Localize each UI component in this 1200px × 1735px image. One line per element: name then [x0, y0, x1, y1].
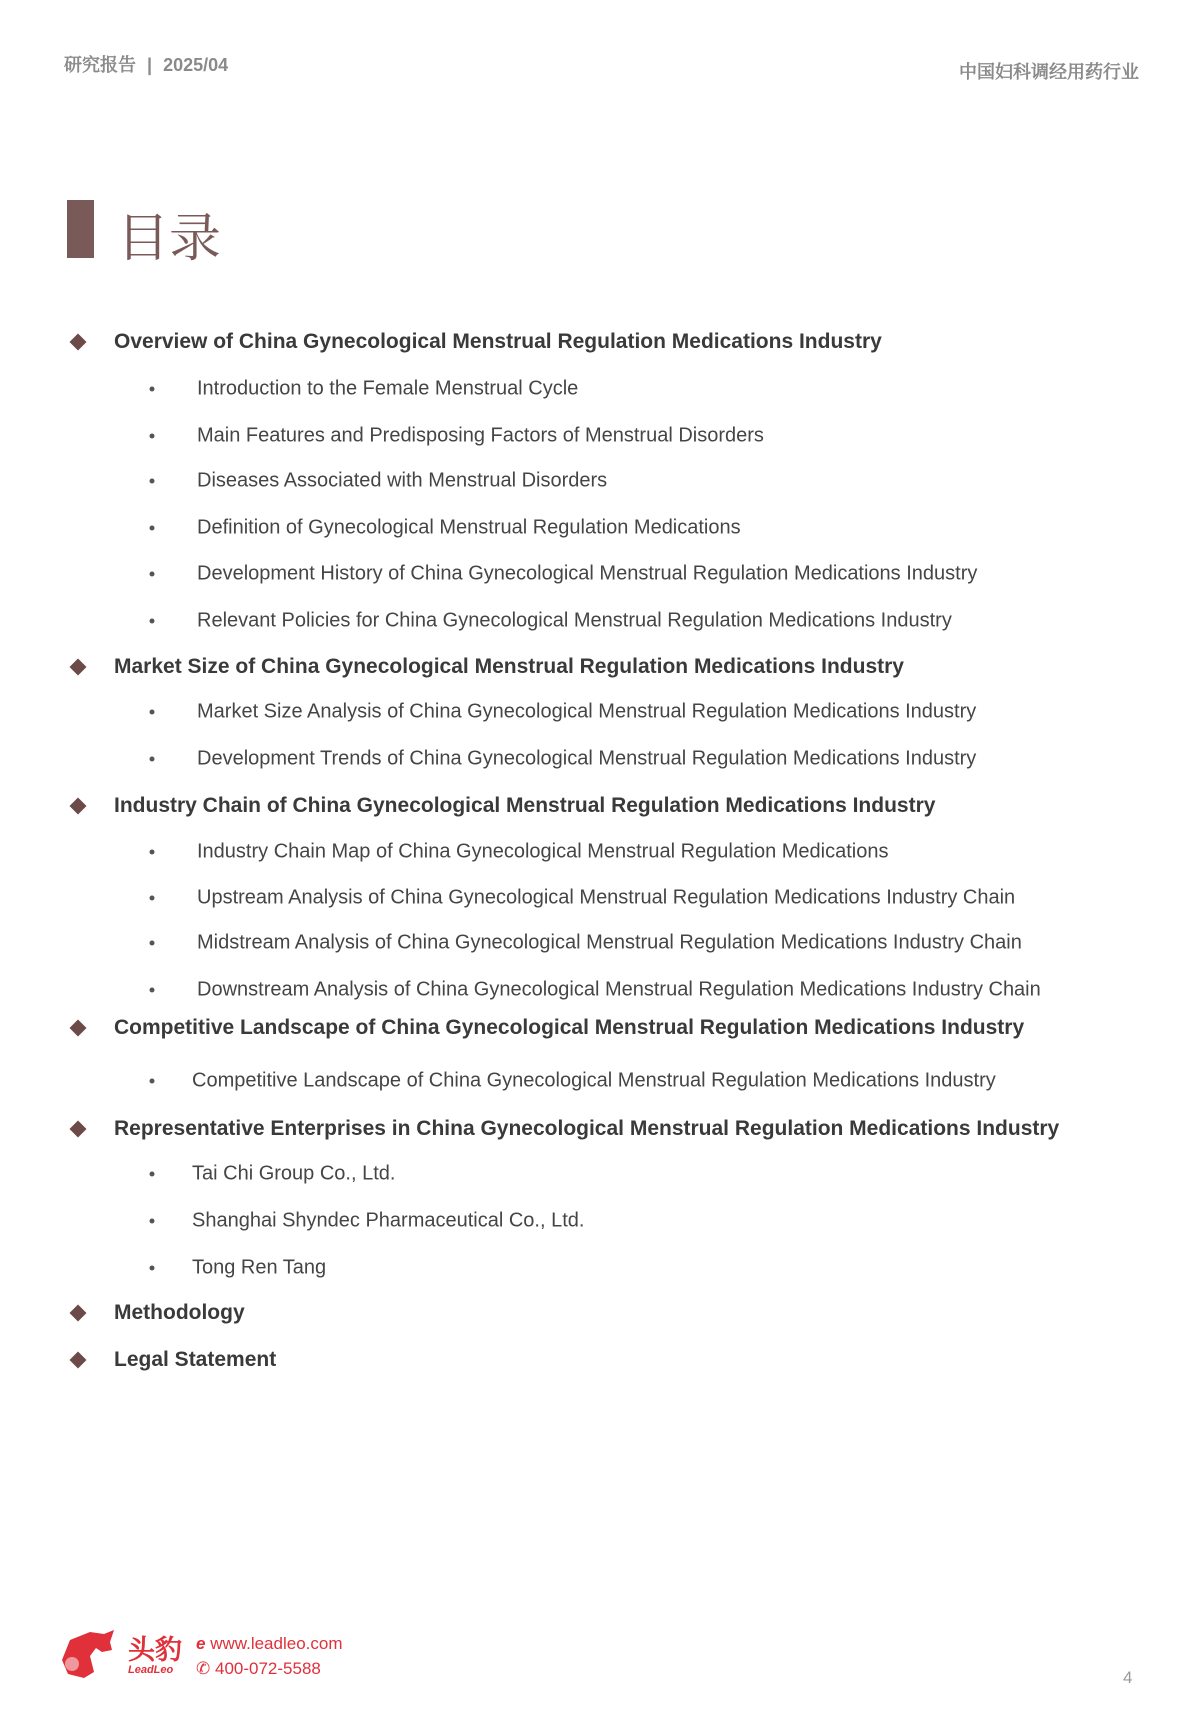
website[interactable]: [196, 1634, 342, 1654]
dot-bullet-icon: [150, 387, 155, 392]
toc-item-label[interactable]: Market Size Analysis of China Gynecological Menstrual Regulation Medications Industry: [197, 700, 977, 723]
toc-item-label[interactable]: Industry Chain Map of China Gynecological Menstrual Regulation Medications: [197, 840, 889, 863]
diamond-bullet-icon: [70, 334, 87, 351]
toc-item-label[interactable]: Upstream Analysis of China Gynecological Menstrual Regulation Medications Industry Chain: [197, 886, 1016, 909]
title-accent-bar: [67, 200, 94, 258]
toc-section-label[interactable]: Market Size of China Gynecological Menstrual Regulation Medications Industry: [114, 655, 904, 678]
dot-bullet-icon: [150, 1266, 155, 1271]
dot-bullet-icon: [150, 619, 155, 624]
brand-name-en: LeadLeo: [128, 1664, 174, 1676]
diamond-bullet-icon: [70, 798, 87, 815]
toc-section-label[interactable]: Overview of China Gynecological Menstrual Regulation Medications Industry: [114, 330, 882, 353]
diamond-bullet-icon: [70, 1020, 87, 1037]
toc-section-label[interactable]: Representative Enterprises in China Gynecological Menstrual Regulation Medications Industry: [114, 1117, 1060, 1140]
dot-bullet-icon: [150, 434, 155, 439]
dot-bullet-icon: [150, 1079, 155, 1084]
toc-item-label[interactable]: Tai Chi Group Co., Ltd.: [192, 1162, 396, 1185]
diamond-bullet-icon: [70, 1305, 87, 1322]
toc-item-label[interactable]: Shanghai Shyndec Pharmaceutical Co., Ltd.: [192, 1209, 585, 1232]
toc-section-label[interactable]: Competitive Landscape of China Gynecological Menstrual Regulation Medications Industry: [114, 1016, 1025, 1039]
header-separator: |: [147, 55, 153, 75]
toc-item-label[interactable]: Relevant Policies for China Gynecological Menstrual Regulation Medications Industry: [197, 609, 952, 632]
diamond-bullet-icon: [70, 1352, 87, 1369]
dot-bullet-icon: [150, 1172, 155, 1177]
toc-item-label[interactable]: Downstream Analysis of China Gynecological Menstrual Regulation Medications Industry Chain: [197, 978, 1041, 1001]
dot-bullet-icon: [150, 1219, 155, 1224]
dot-bullet-icon: [150, 941, 155, 946]
dot-bullet-icon: [150, 988, 155, 993]
industry-label: 中国妇科调经用药行业: [959, 62, 1139, 82]
toc-item-label[interactable]: Definition of Gynecological Menstrual Regulation Medications: [197, 516, 741, 539]
toc-item-label[interactable]: Diseases Associated with Menstrual Disorders: [197, 469, 608, 492]
diamond-bullet-icon: [70, 659, 87, 676]
dot-bullet-icon: [150, 710, 155, 715]
leopard-logo-icon: [60, 1628, 116, 1680]
toc-item-label[interactable]: Midstream Analysis of China Gynecological Menstrual Regulation Medications Industry Chain: [197, 931, 1022, 954]
toc-item-label[interactable]: Tong Ren Tang: [192, 1256, 327, 1279]
web-icon: e: [196, 1634, 206, 1653]
dot-bullet-icon: [150, 757, 155, 762]
phone-number: 400-072-5588: [214, 1659, 321, 1678]
brand-name-cn: 头豹: [128, 1635, 182, 1666]
dot-bullet-icon: [150, 479, 155, 484]
phone-icon: ✆: [196, 1659, 211, 1678]
phone: [196, 1659, 321, 1679]
website-link[interactable]: www.leadleo.com: [210, 1634, 343, 1653]
dot-bullet-icon: [150, 896, 155, 901]
toc-section-label[interactable]: Industry Chain of China Gynecological Menstrual Regulation Medications Industry: [114, 794, 936, 817]
toc-item-label[interactable]: Main Features and Predisposing Factors of Menstrual Disorders: [197, 424, 764, 447]
page-number: 4: [1123, 1668, 1133, 1687]
toc-section-label[interactable]: Methodology: [114, 1301, 245, 1324]
toc-item-label[interactable]: Competitive Landscape of China Gynecological Menstrual Regulation Medications Industry: [192, 1069, 996, 1092]
dot-bullet-icon: [150, 572, 155, 577]
header-left: [64, 51, 228, 77]
report-type: 研究报告: [64, 55, 136, 75]
page-title: 目录: [117, 209, 222, 269]
dot-bullet-icon: [150, 850, 155, 855]
dot-bullet-icon: [150, 526, 155, 531]
toc-section-label[interactable]: Legal Statement: [114, 1348, 277, 1371]
toc-item-label[interactable]: Introduction to the Female Menstrual Cycle: [197, 377, 579, 400]
diamond-bullet-icon: [70, 1121, 87, 1138]
toc-item-label[interactable]: Development History of China Gynecological Menstrual Regulation Medications Industry: [197, 562, 978, 585]
toc-item-label[interactable]: Development Trends of China Gynecological Menstrual Regulation Medications Industry: [197, 747, 977, 770]
report-date: 2025/04: [163, 55, 229, 75]
